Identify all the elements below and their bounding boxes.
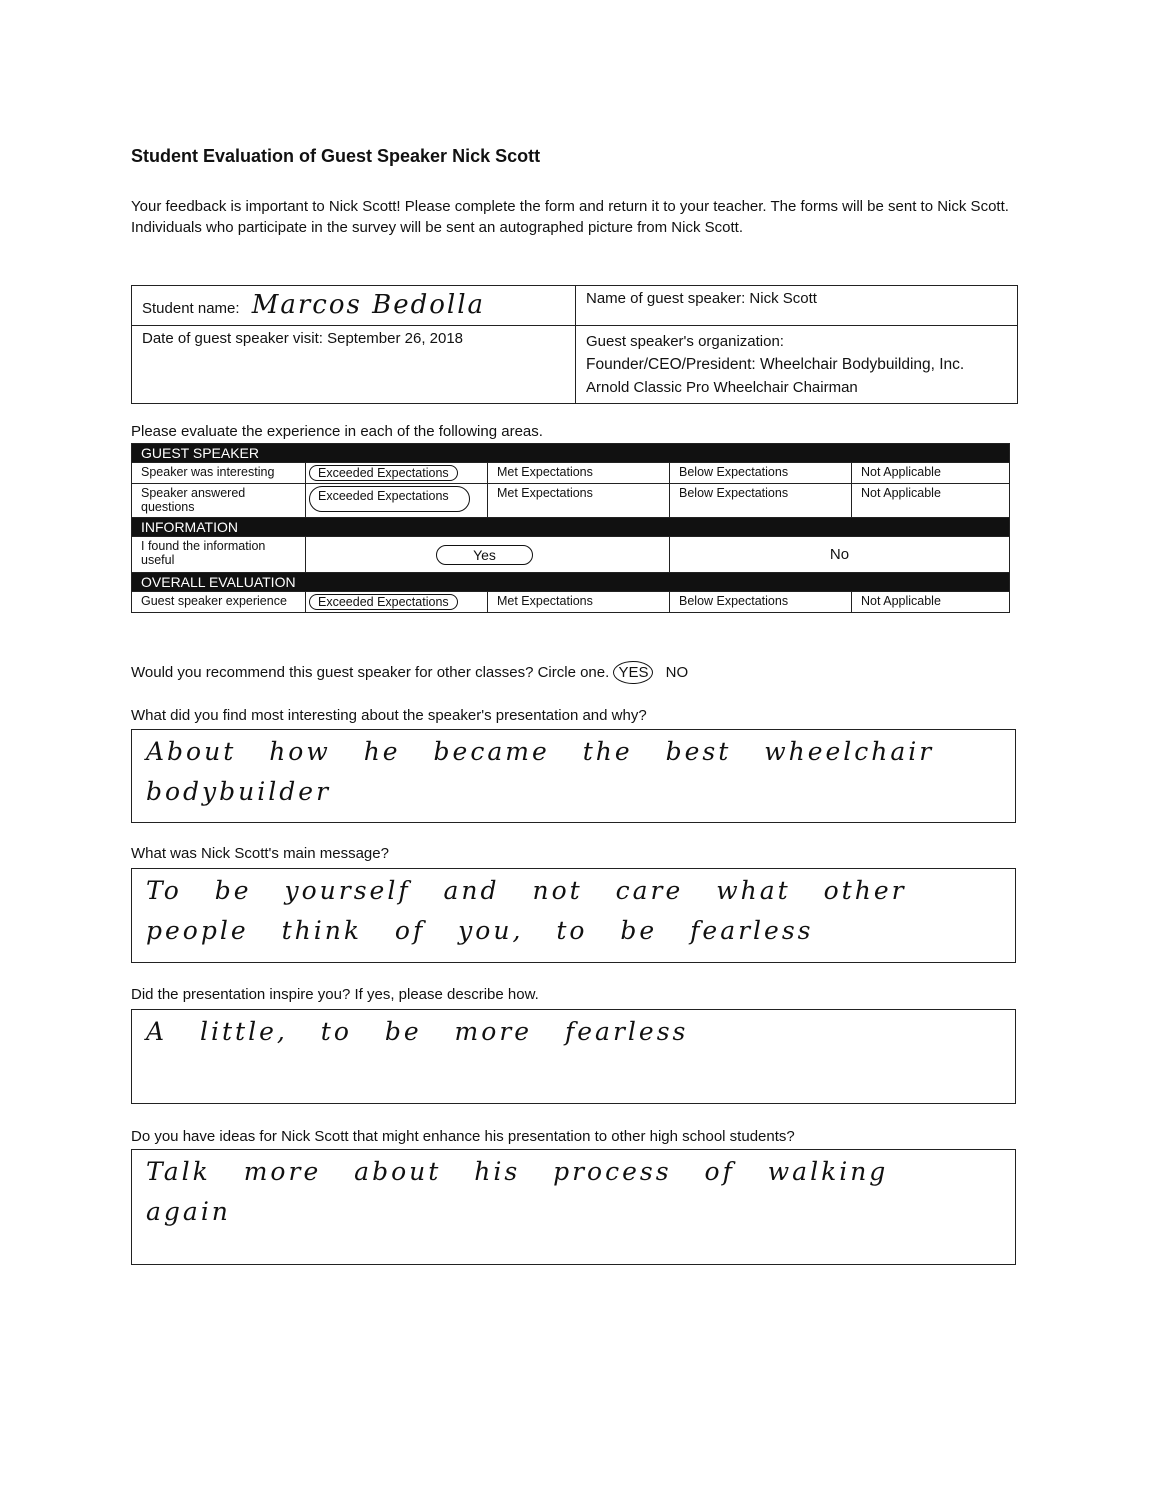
organization-line-2: Arnold Classic Pro Wheelchair Chairman — [586, 379, 858, 396]
option-na-answered[interactable]: Not Applicable — [852, 484, 1010, 518]
answer-main-message: To be yourself and not care what other people think of you, to be fearless — [146, 876, 907, 945]
visit-date-label: Date of guest speaker visit: September 26, 2018 — [142, 330, 464, 347]
answer-most-interesting: About how he became the best wheelchair bodybuilder — [146, 737, 935, 806]
answer-box-ideas[interactable] — [131, 1149, 1016, 1265]
selected-circle: Exceeded Expectations — [309, 594, 458, 610]
option-below-experience[interactable]: Below Expectations — [670, 592, 852, 613]
section-guest-speaker: GUEST SPEAKER — [132, 444, 1010, 463]
row-label-useful: I found the information useful — [132, 537, 306, 573]
form-title: Student Evaluation of Guest Speaker Nick Scott — [131, 146, 541, 166]
question-most-interesting: What did you find most interesting about the speaker's presentation and why? — [131, 707, 647, 724]
organization-line-1: Founder/CEO/President: Wheelchair Bodybuilding, Inc. — [586, 356, 965, 373]
row-label-experience: Guest speaker experience — [132, 592, 306, 613]
option-na-interesting[interactable]: Not Applicable — [852, 463, 1010, 484]
option-met-answered[interactable]: Met Expectations — [488, 484, 670, 518]
row-label-answered: Speaker answered questions — [132, 484, 306, 518]
answer-inspire: A little, to be more fearless — [146, 1017, 689, 1046]
option-yes-useful[interactable] — [306, 537, 670, 573]
recommend-no-option[interactable]: NO — [665, 664, 689, 681]
organization-cell — [576, 326, 1018, 404]
student-name-cell[interactable] — [132, 286, 576, 326]
question-inspire: Did the presentation inspire you? If yes, please describe how. — [131, 986, 539, 1003]
answer-box-most-interesting[interactable] — [131, 729, 1016, 823]
option-below-interesting[interactable]: Below Expectations — [670, 463, 852, 484]
selected-circle: Exceeded Expectations — [309, 465, 458, 481]
option-exceeded-experience[interactable] — [306, 592, 488, 613]
guest-name-cell — [576, 286, 1018, 326]
recommend-yes-option[interactable]: YES — [613, 661, 653, 684]
guest-name-label: Name of guest speaker: Nick Scott — [586, 290, 817, 307]
selected-circle: Yes — [436, 545, 533, 565]
section-information: INFORMATION — [132, 518, 1010, 537]
answer-box-main-message[interactable] — [131, 868, 1016, 963]
recommend-question: Would you recommend this guest speaker for other classes? Circle one. — [131, 664, 610, 681]
evaluation-table — [131, 443, 1010, 613]
question-main-message: What was Nick Scott's main message? — [131, 845, 389, 862]
visit-date-cell — [132, 326, 576, 404]
student-name-label: Student name: — [142, 300, 240, 317]
student-name-value: Marcos Bedolla — [251, 290, 486, 320]
speaker-info-table — [131, 285, 1018, 404]
option-exceeded-interesting[interactable] — [306, 463, 488, 484]
option-below-answered[interactable]: Below Expectations — [670, 484, 852, 518]
option-met-interesting[interactable]: Met Expectations — [488, 463, 670, 484]
option-exceeded-answered[interactable] — [306, 484, 488, 518]
answer-box-inspire[interactable] — [131, 1009, 1016, 1104]
question-ideas: Do you have ideas for Nick Scott that might enhance his presentation to other high school students? — [131, 1128, 795, 1145]
intro-text: Your feedback is important to Nick Scott! Please complete the form and return it to your teacher. The forms will be sent to Nick Scott. Individuals who participate in the survey will be sent an autographed picture from Nick Scott. — [131, 198, 1009, 236]
section-overall-evaluation: OVERALL EVALUATION — [132, 573, 1010, 592]
option-no-useful[interactable]: No — [670, 537, 1010, 573]
evaluation-prompt: Please evaluate the experience in each of the following areas. — [131, 423, 543, 440]
recommend-question-row — [131, 661, 688, 684]
option-na-experience[interactable]: Not Applicable — [852, 592, 1010, 613]
option-met-experience[interactable]: Met Expectations — [488, 592, 670, 613]
row-label-interesting: Speaker was interesting — [132, 463, 306, 484]
answer-ideas: Talk more about his process of walking again — [146, 1157, 889, 1226]
selected-circle: Exceeded Expectations — [309, 486, 470, 512]
organization-label: Guest speaker's organization: — [586, 333, 784, 350]
